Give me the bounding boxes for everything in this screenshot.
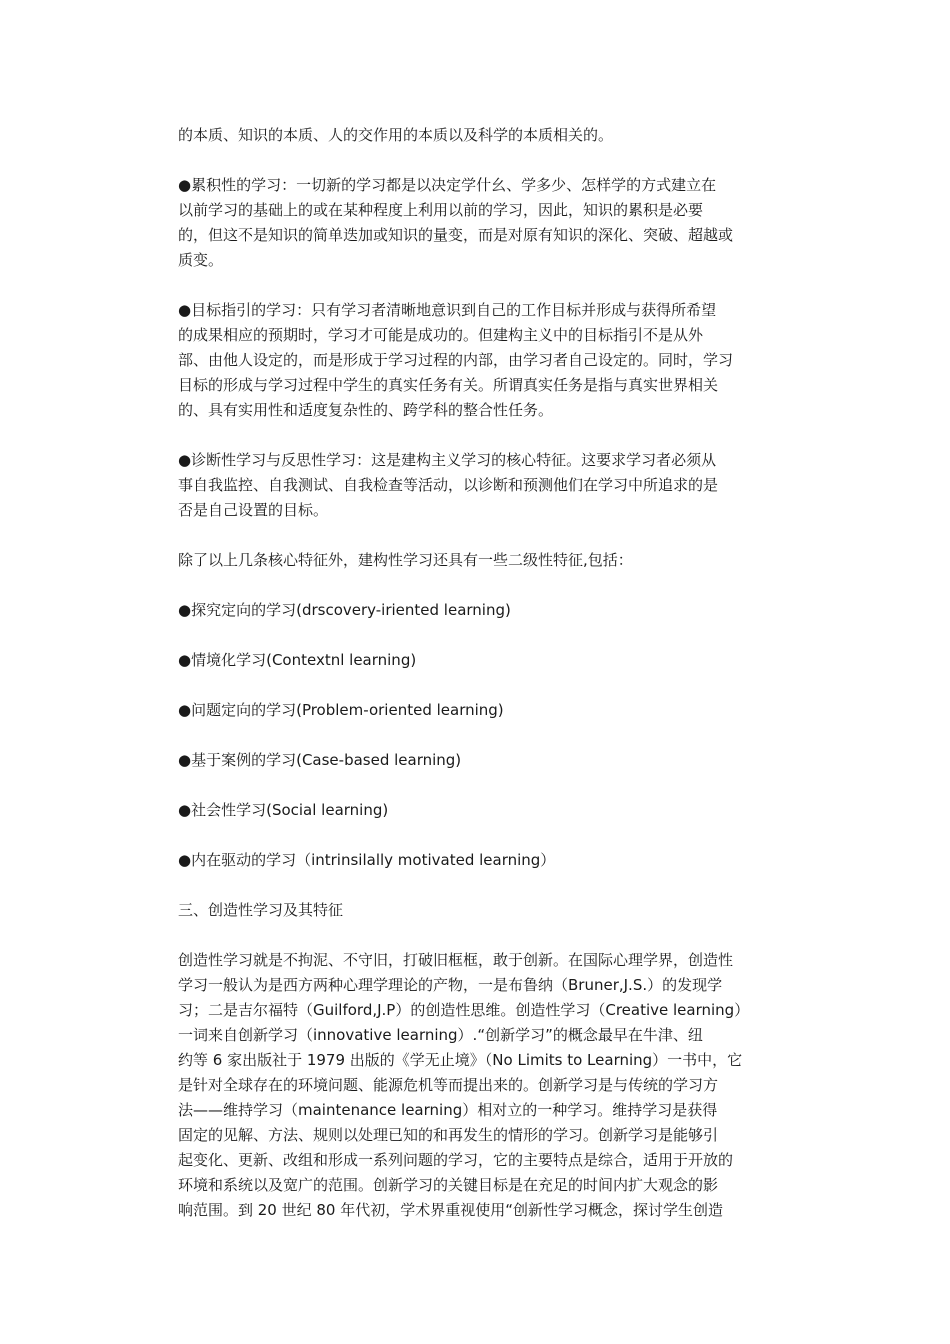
- paragraph-creative-learning: [178, 948, 778, 1223]
- bullet-intrinsically-motivated-learning: ●内在驱动的学习（intrinsilally motivated learning）: [178, 851, 556, 869]
- bullet-discovery-learning: ●探究定向的学习(drscovery-iriented learning): [178, 601, 511, 619]
- text-line: 约等 6 家出版社于 1979 出版的《学无止境》（No Limits to Learning）一书中，它: [178, 1051, 743, 1069]
- paragraph-cumulative-learning: [178, 173, 778, 273]
- text-line: 是针对全球存在的环境问题、能源危机等而提出来的。创新学习是与传统的学习方: [178, 1076, 719, 1094]
- text-line: 环境和系统以及宽广的范围。创新学习的关键目标是在充足的时间内扩大观念的影: [178, 1176, 719, 1194]
- bullet-case-based-learning: ●基于案例的学习(Case-based learning): [178, 751, 462, 769]
- document-body: [178, 123, 778, 1248]
- bullet-problem-oriented-learning: ●问题定向的学习(Problem-oriented learning): [178, 701, 504, 719]
- text-line: 创造性学习就是不拘泥、不守旧，打破旧框框，敢于创新。在国际心理学界，创造性: [178, 951, 734, 969]
- text-line: 事自我监控、自我测试、自我检查等活动，以诊断和预测他们在学习中所追求的是: [178, 476, 719, 494]
- text-line: ●累积性的学习：一切新的学习都是以决定学什幺、学多少、怎样学的方式建立在: [178, 176, 717, 194]
- text-line: ●目标指引的学习：只有学习者清晰地意识到自己的工作目标并形成与获得所希望: [178, 301, 717, 319]
- text-line: 质变。: [178, 251, 224, 269]
- text-line: 的本质、知识的本质、人的交作用的本质以及科学的本质相关的。: [178, 126, 614, 144]
- text-line: 的成果相应的预期时，学习才可能是成功的。但建构主义中的目标指引不是从外: [178, 326, 704, 344]
- text-line: 习；二是吉尔福特（Guilford,J.P）的创造性思维。创造性学习（Creative learning）: [178, 1001, 750, 1019]
- paragraph-nature-continued: [178, 123, 778, 148]
- text-line: 响范围。到 20 世纪 80 年代初，学术界重视使用“创新性学习概念，探讨学生创造: [178, 1201, 724, 1219]
- text-line: 以前学习的基础上的或在某种程度上利用以前的学习，因此，知识的累积是必要: [178, 201, 704, 219]
- text-line: 部、由他人设定的，而是形成于学习过程的内部，由学习者自己设定的。同时，学习: [178, 351, 734, 369]
- section-heading: 三、创造性学习及其特征: [178, 901, 344, 919]
- text-line: 否是自己设置的目标。: [178, 501, 329, 519]
- bullet-contextual-learning: ●情境化学习(Contextnl learning): [178, 651, 417, 669]
- text-line: 除了以上几条核心特征外，建构性学习还具有一些二级性特征,包括：: [178, 551, 633, 569]
- text-line: 法——维持学习（maintenance learning）相对立的一种学习。维持学习是获得: [178, 1101, 718, 1119]
- text-line: 学习一般认为是西方两种心理学理论的产物，一是布鲁纳（Bruner,J.S.）的发现学: [178, 976, 723, 994]
- text-line: ●诊断性学习与反思性学习：这是建构主义学习的核心特征。这要求学习者必须从: [178, 451, 717, 469]
- text-line: 固定的见解、方法、规则以处理已知的和再发生的情形的学习。创新学习是能够引: [178, 1126, 719, 1144]
- paragraph-goal-directed-learning: [178, 298, 778, 423]
- text-line: 目标的形成与学习过程中学生的真实任务有关。所谓真实任务是指与真实世界相关: [178, 376, 719, 394]
- text-line: 的、具有实用性和适度复杂性的、跨学科的整合性任务。: [178, 401, 554, 419]
- text-line: 起变化、更新、改组和形成一系列问题的学习，它的主要特点是综合，适用于开放的: [178, 1151, 734, 1169]
- bullet-social-learning: ●社会性学习(Social learning): [178, 801, 389, 819]
- text-line: 的，但这不是知识的简单迭加或知识的量变，而是对原有知识的深化、突破、超越或: [178, 226, 734, 244]
- paragraph-diagnostic-reflective-learning: [178, 448, 778, 523]
- text-line: 一词来自创新学习（innovative learning）.“创新学习”的概念最早在牛津、纽: [178, 1026, 703, 1044]
- paragraph-secondary-features-intro: [178, 548, 778, 573]
